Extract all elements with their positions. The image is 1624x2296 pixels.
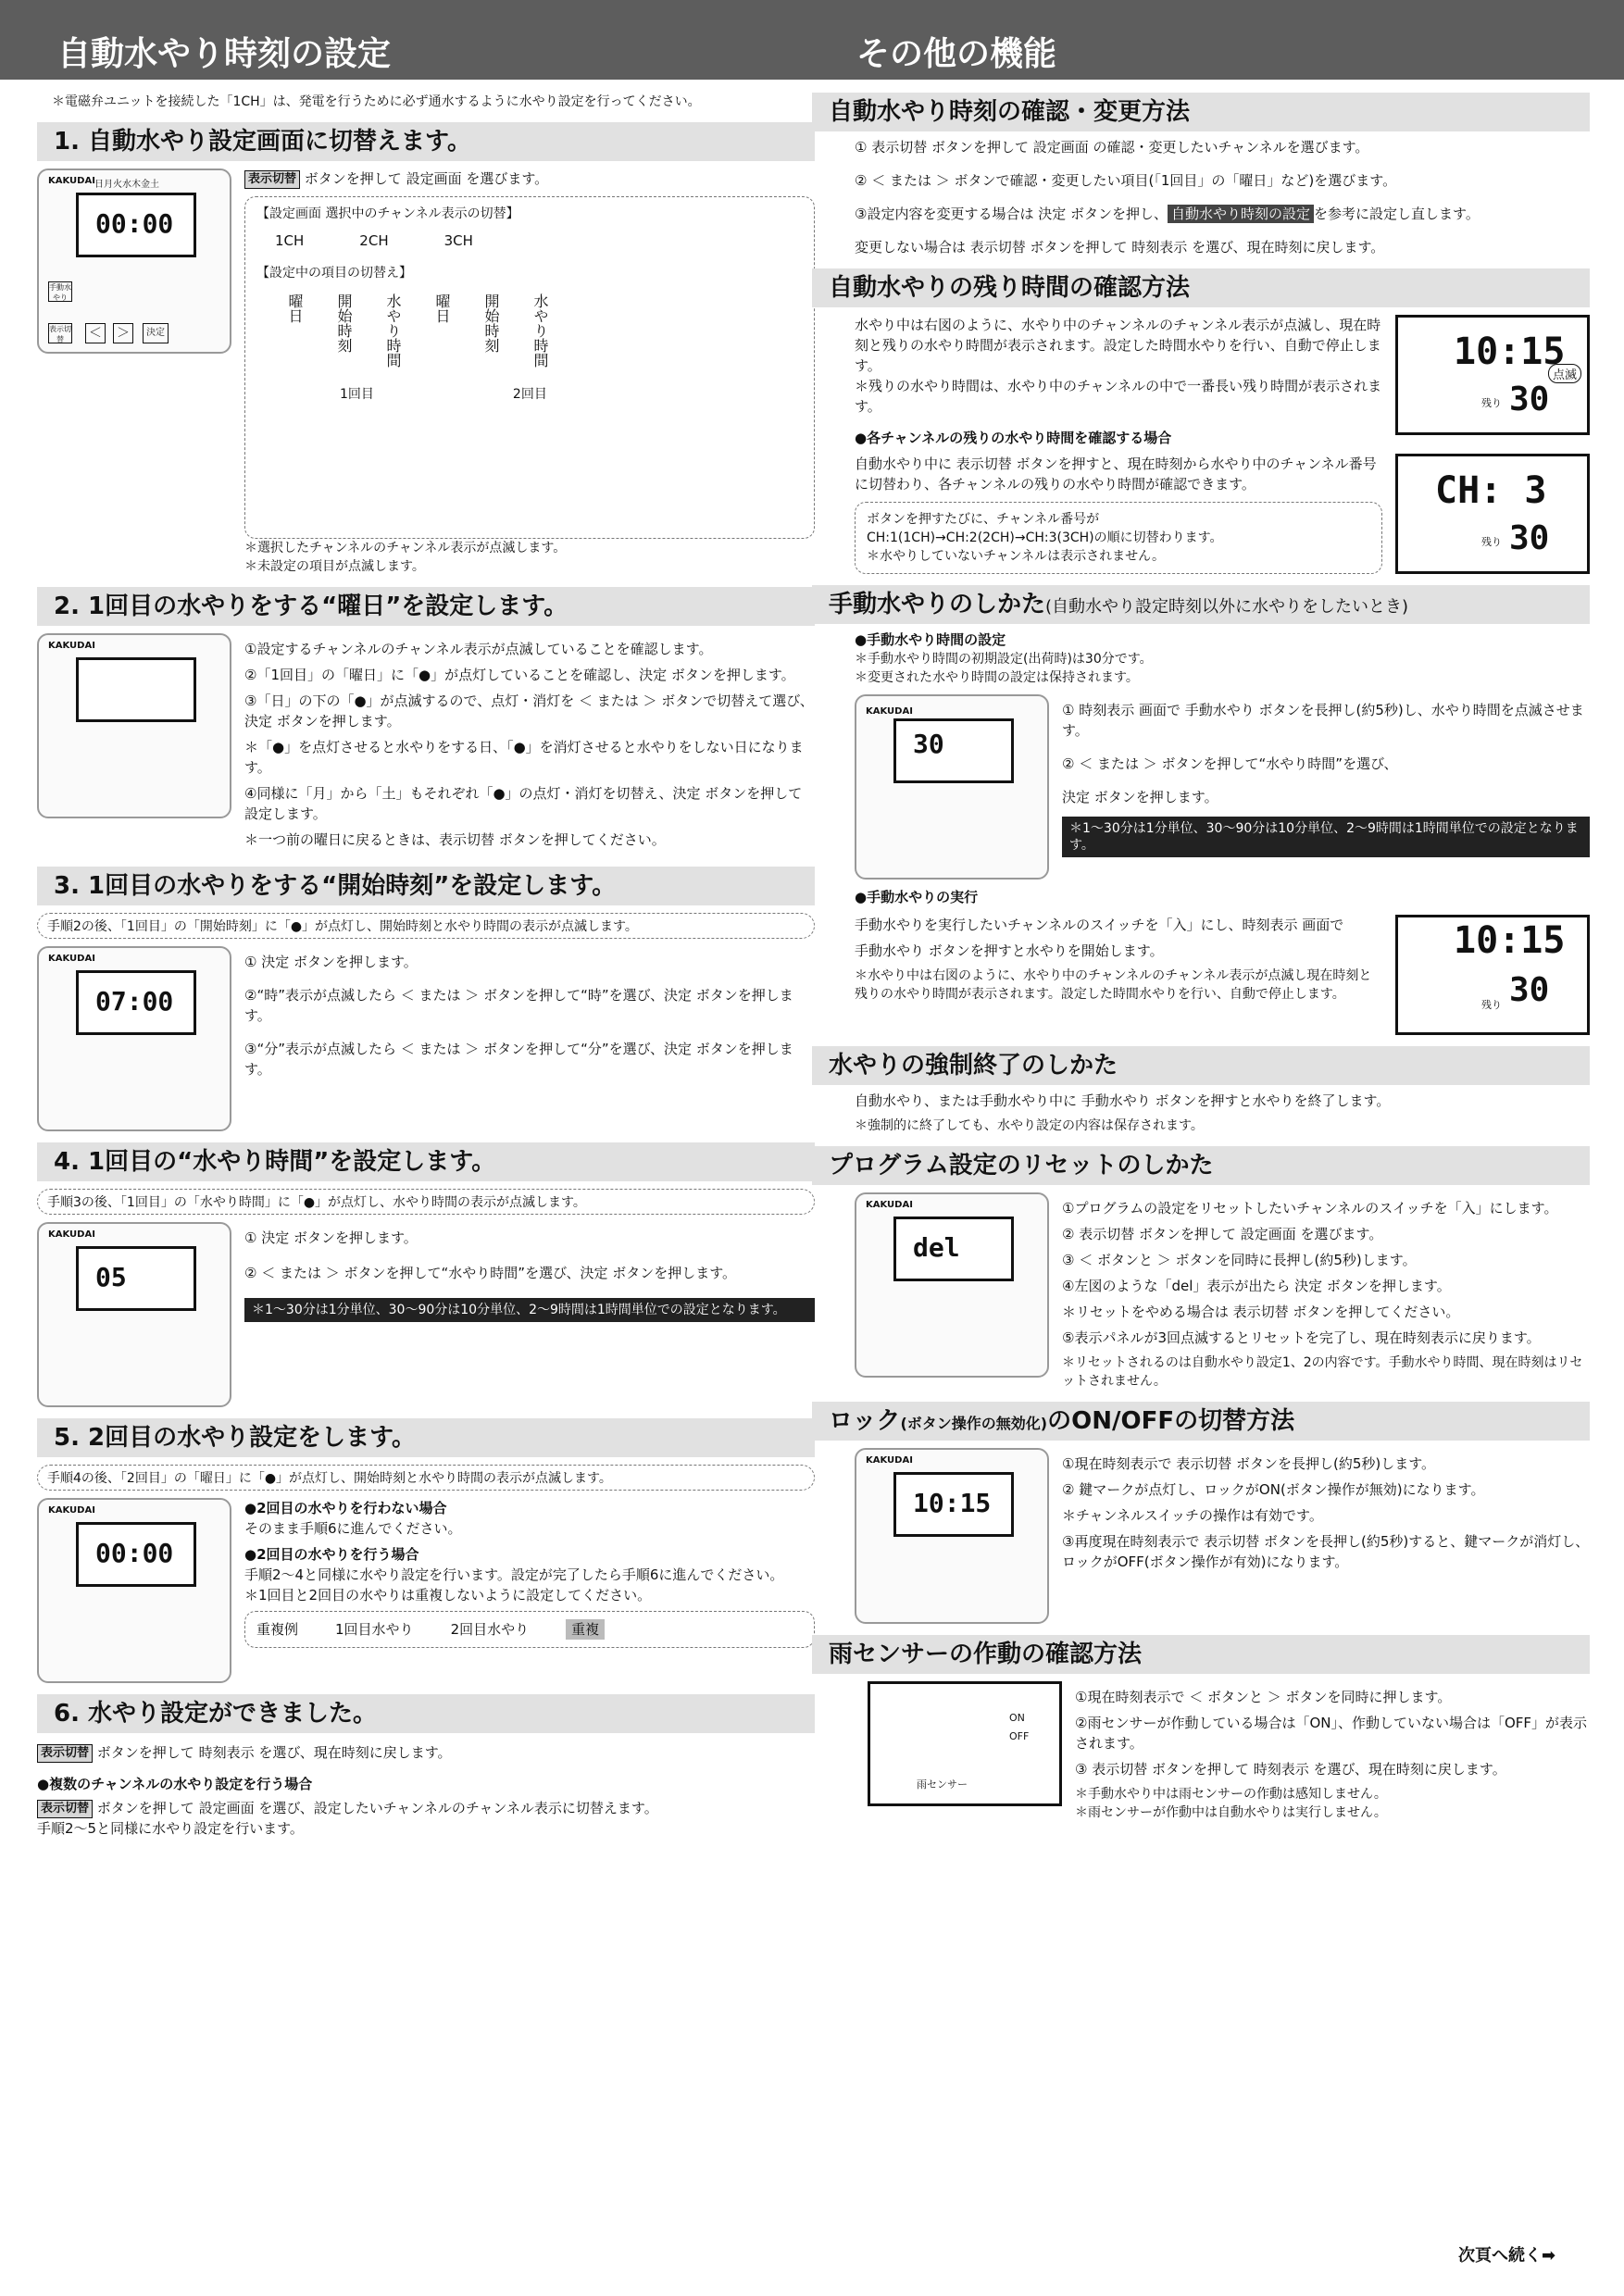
section-4 — [37, 1222, 815, 1407]
r5-note-2: ＊リセットされるのは自動水やり設定1、2の内容です。手動水やり時間、現在時刻はリセットされません。 — [1062, 1355, 1583, 1389]
s6-heading: ●複数のチャンネルの水やり設定を行う場合 — [37, 1776, 313, 1792]
controller-illustration — [37, 1498, 231, 1683]
section-1-body — [244, 168, 815, 576]
r3-unit-note: ＊1〜30分は1分単位、30〜90分は10分単位、2〜9時間は1時間単位での設定となります。 — [1062, 817, 1590, 857]
r4-title: 水やりの強制終了のしかた — [812, 1046, 1590, 1085]
r6-step-3: ③再度現在時刻表示で 表示切替 ボタンを長押し(約5秒)すると、鍵マークが消灯し、ロックがOFF(ボタン操作が有効)になります。 — [1062, 1533, 1590, 1570]
rain-sensor-display — [868, 1681, 1062, 1806]
display-remaining: 30 — [1509, 381, 1550, 418]
left-arrow-icon: ＜ — [85, 323, 106, 343]
s3-step-2: ②“時”表示が点滅したら ＜ または ＞ ボタンを押して“時”を選び、決定 ボタンを押します。 — [244, 987, 793, 1024]
section-1-text: ボタンを押して 設定画面 を選びます。 — [304, 170, 549, 187]
lcd-screen — [76, 657, 196, 722]
r3-text-5: ＊水やり中は右図のように、水やり中のチャンネルのチャンネル表示が点滅し現在時刻と残りの水やり時間が表示されます。設定した時間水やりを行い、自動で停止します。 — [855, 968, 1372, 1002]
r7-title: 雨センサーの作動の確認方法 — [812, 1635, 1590, 1674]
brand-label: KAKUDAI — [48, 954, 95, 964]
r1-step-1: ① 表示切替 ボタンを押して 設定画面 の確認・変更したいチャンネルを選びます。 — [855, 139, 1369, 156]
overlap-label: 重複 — [566, 1619, 605, 1640]
r3-title — [812, 585, 1590, 624]
section-6-title: 6. 水やり設定ができました。 — [37, 1694, 815, 1733]
r6-title-end: のON/OFFの切替方法 — [1047, 1407, 1295, 1435]
r6-title-main: ロック — [829, 1407, 901, 1435]
r7-note-1: ＊手動水やり中は雨センサーの作動は感知しません。 — [1075, 1787, 1387, 1802]
r2-text-5: CH:1(1CH)→CH:2(2CH)→CH:3(3CH)の順に切替わります。 — [867, 530, 1223, 545]
r2-text-4: ボタンを押すたびに、チャンネル番号が — [867, 512, 1100, 527]
r3-step-text — [1062, 694, 1590, 880]
r1-step-4: 変更しない場合は 表示切替 ボタンを押して 時刻表示 を選び、現在時刻に戻します。 — [855, 239, 1385, 256]
r2-text-6: ＊水やりしていないチャンネルは表示されません。 — [867, 549, 1165, 564]
r5-step-2: ② 表示切替 ボタンを押して 設定画面 を選びます。 — [1062, 1226, 1383, 1242]
controller-illustration — [855, 694, 1049, 880]
r2-body — [812, 315, 1590, 574]
r7-step-text — [1075, 1681, 1590, 1822]
round-2-label: 2回目 — [512, 387, 547, 402]
controller-illustration — [37, 1222, 231, 1407]
s6-text-3: 手順2〜5と同様に水やり設定を行います。 — [37, 1820, 304, 1837]
right-page-title: その他の機能 — [856, 35, 1057, 73]
display-remaining: 30 — [1509, 971, 1550, 1009]
display-time: 10:15 — [1454, 919, 1566, 962]
section-2-body — [244, 633, 815, 855]
r3-heading-2: ●手動水やりの実行 — [855, 889, 979, 905]
s2-step-1: ①設定するチャンネルのチャンネル表示が点滅していることを確認します。 — [244, 641, 713, 657]
s3-pill: 手順2の後、「1回目」の「開始時刻」に「●」が点灯し、開始時刻と水やり時間の表示が点滅します。 — [37, 913, 815, 939]
r5-body — [812, 1192, 1590, 1391]
right-arrow-icon: ＞ — [113, 323, 133, 343]
brand-label: KAKUDAI — [48, 1505, 95, 1516]
switch-diagram — [244, 196, 815, 539]
rain-sensor-label: 雨センサー — [917, 1778, 968, 1791]
r5-step-1: ①プログラムの設定をリセットしたいチャンネルのスイッチを「入」にします。 — [1062, 1200, 1558, 1217]
r2-text-1: 水やり中は右図のように、水やり中のチャンネルのチャンネル表示が点滅し、現在時刻と残りの水やり時間が表示されます。設定した時間水やりを行い、自動で停止します。 — [855, 317, 1381, 374]
r3-exec — [855, 915, 1590, 1035]
r6-title — [812, 1402, 1590, 1441]
manual-button: 手動水やり — [49, 283, 71, 302]
item-day-2: 曜日 — [433, 293, 451, 323]
lcd-digits: 00:00 — [95, 208, 174, 239]
section-2-title: 2. 1回目の水やりをする“曜日”を設定します。 — [37, 587, 815, 626]
brand-label: KAKUDAI — [48, 641, 95, 651]
r6-step-1: ①現在時刻表示で 表示切替 ボタンを長押し(約5秒)します。 — [1062, 1455, 1436, 1472]
r5-step-text — [1062, 1192, 1590, 1391]
r2-channel-box — [855, 502, 1382, 574]
r7-step-1: ①現在時刻表示で ＜ ボタンと ＞ ボタンを同時に押します。 — [1075, 1689, 1452, 1705]
brand-label: KAKUDAI — [866, 706, 913, 717]
r1-link: 自動水やり時刻の設定 — [1168, 205, 1314, 223]
r1-step-3: ③設定内容を変更する場合は 決定 ボタンを押し、 — [855, 206, 1168, 222]
display-switch-btn-icon: 表示切替 — [37, 1744, 93, 1763]
lcd-digits: 30 — [913, 729, 944, 759]
lcd-digits: 10:15 — [913, 1488, 992, 1518]
s1-note-2: ＊未設定の項目が点滅します。 — [244, 559, 425, 574]
item-duration-2: 水やり時間 — [531, 293, 549, 368]
on-label: ON — [1009, 1712, 1025, 1724]
r6-title-sub: (ボタン操作の無効化) — [900, 1415, 1048, 1432]
r7-step-2: ②雨センサーが作動している場合は「ON」、作動していない場合は「OFF」が表示されます。 — [1075, 1715, 1588, 1752]
section-1-title: 1. 自動水やり設定画面に切替えます。 — [37, 122, 815, 161]
section-2 — [37, 633, 815, 855]
r7-step-3: ③ 表示切替 ボタンを押して 時刻表示 を選び、現在時刻に戻します。 — [1075, 1761, 1506, 1778]
lcd-digits: del — [913, 1232, 960, 1263]
section-5-title: 5. 2回目の水やり設定をします。 — [37, 1418, 815, 1457]
round-1-row: 1回目水やり — [335, 1621, 414, 1638]
r1-body — [812, 137, 1590, 257]
item-start-2: 開始時刻 — [482, 293, 500, 353]
channel-flow — [275, 232, 803, 249]
r1-title: 自動水やり時刻の確認・変更方法 — [812, 93, 1590, 131]
r5-step-3: ③ ＜ ボタンと ＞ ボタンを同時に長押し(約5秒)します。 — [1062, 1252, 1417, 1268]
lcd-digits: 07:00 — [95, 986, 174, 1017]
s3-step-3: ③“分”表示が点滅したら ＜ または ＞ ボタンを押して“分”を選び、決定 ボタンを押します。 — [244, 1041, 793, 1078]
remain-label: 残り — [1481, 397, 1502, 409]
lcd-screen — [893, 718, 1014, 783]
r3-text-3: 手動水やりを実行したいチャンネルのスイッチを「入」にし、時刻表示 画面で — [855, 917, 1344, 933]
r2-heading: ●各チャンネルの残りの水やり時間を確認する場合 — [855, 430, 1172, 446]
controller-illustration — [855, 1448, 1049, 1624]
controller-illustration — [37, 946, 231, 1131]
notice: ＊電磁弁ユニットを接続した「1CH」は、発電を行うために必ず通水するように水やり設定を行ってください。 — [52, 94, 701, 109]
s2-step-3: ③「日」の下の「●」が点滅するので、点灯・消灯を ＜ または ＞ ボタンで切替えて選び、決定 ボタンを押します。 — [244, 693, 814, 730]
s2-note-1: ＊「●」を点灯させると水やりをする日、「●」を消灯させると水やりをしない日になります。 — [244, 739, 804, 776]
s5-text-2: 手順2〜4と同様に水やり設定を行います。設定が完了したら手順6に進んでください。 — [244, 1566, 784, 1583]
lcd-digits: 00:00 — [95, 1538, 174, 1568]
r6-body — [812, 1448, 1590, 1624]
s4-step-2: ② ＜ または ＞ ボタンを押して“水やり時間”を選び、決定 ボタンを押します。 — [244, 1265, 737, 1281]
next-page-label: 次頁へ続く➡ — [1458, 2246, 1556, 2265]
remaining-time-display — [1395, 315, 1590, 435]
r3-body — [812, 630, 1590, 1035]
remain-label: 残り — [1481, 536, 1502, 548]
lcd-screen — [893, 1472, 1014, 1537]
display-switch-btn-icon: 表示切替 — [244, 170, 300, 189]
section-6 — [37, 1742, 815, 1839]
r4-text-1: 自動水やり、または手動水やり中に 手動水やり ボタンを押すと水やりを終了します。 — [855, 1092, 1391, 1109]
lcd-screen — [893, 1217, 1014, 1281]
section-3-body — [244, 946, 815, 1131]
section-5-body — [244, 1498, 815, 1683]
off-label: OFF — [1009, 1730, 1030, 1742]
s5-heading-2: ●2回目の水やりを行う場合 — [244, 1546, 419, 1563]
display-switch-btn-icon: 表示切替 — [37, 1800, 93, 1818]
item-start-1: 開始時刻 — [335, 293, 353, 353]
item-flow — [284, 293, 803, 368]
s2-step-4: ④同様に「月」から「土」もそれぞれ「●」の点灯・消灯を切替え、決定 ボタンを押して設定します。 — [244, 785, 803, 822]
overlap-example-title: 重複例 — [256, 1621, 299, 1638]
s5-pill: 手順4の後、「2回目」の「曜日」に「●」が点灯し、開始時刻と水やり時間の表示が点滅します。 — [37, 1465, 815, 1491]
item-day-1: 曜日 — [286, 293, 304, 323]
r5-step-5: ⑤表示パネルが3回点滅するとリセットを完了し、現在時刻表示に戻ります。 — [1062, 1329, 1541, 1346]
r1-step-2: ② ＜ または ＞ ボタンで確認・変更したい項目(「1回目」の「曜日」など)を選びます。 — [855, 172, 1397, 189]
s2-note-2: ＊一つ前の曜日に戻るときは、表示切替 ボタンを押してください。 — [244, 831, 666, 848]
brand-label: KAKUDAI — [48, 176, 95, 186]
r3-steps — [855, 694, 1590, 880]
s4-step-1: ① 決定 ボタンを押します。 — [244, 1229, 418, 1246]
s6-text-2: ボタンを押して 設定画面 を選び、設定したいチャンネルのチャンネル表示に切替えます。 — [96, 1800, 658, 1816]
s4-pill: 手順3の後、「1回目」の「水やり時間」に「●」が点灯し、水やり時間の表示が点滅します。 — [37, 1189, 815, 1215]
days-label: 日月火水木金土 — [94, 180, 159, 190]
r6-step-text — [1062, 1448, 1590, 1624]
s4-unit-note: ＊1〜30分は1分単位、30〜90分は10分単位、2〜9時間は1時間単位での設定となります。 — [244, 1298, 815, 1322]
header-bar — [0, 0, 1624, 80]
round-2-row: 2回目水やり — [450, 1621, 530, 1638]
remain-label: 残り — [1481, 999, 1502, 1011]
section-1 — [37, 168, 815, 576]
left-page-title: 自動水やり時刻の設定 — [57, 35, 392, 73]
display-switch-button: 表示切替 — [49, 325, 71, 343]
s5-heading-1: ●2回目の水やりを行わない場合 — [244, 1500, 447, 1516]
r3-step-1: ① 時刻表示 画面で 手動水やり ボタンを長押し(約5秒)し、水やり時間を点滅させます。 — [1062, 702, 1584, 739]
brand-label: KAKUDAI — [866, 1200, 913, 1210]
r6-step-2: ② 鍵マークが点灯し、ロックがON(ボタン操作が無効)になります。 — [1062, 1481, 1485, 1498]
round-1-label: 1回目 — [340, 387, 374, 402]
ch-switch-label: 【設定画面 選択中のチャンネル表示の切替】 — [256, 206, 519, 221]
section-3-title: 3. 1回目の水やりをする“開始時刻”を設定します。 — [37, 867, 815, 905]
r2-text-2: ＊残りの水やり時間は、水やり中のチャンネルの中で一番長い残り時間が表示されます。 — [855, 378, 1382, 415]
display-remaining: 30 — [1509, 519, 1550, 557]
r4-text-2: ＊強制的に終了しても、水やり設定の内容は保存されます。 — [855, 1118, 1204, 1133]
controller-illustration — [855, 1192, 1049, 1378]
section-4-title: 4. 1回目の“水やり時間”を設定します。 — [37, 1142, 815, 1181]
ch3-label: 3CH — [443, 232, 473, 249]
lcd-screen — [76, 970, 196, 1035]
overlap-example — [244, 1611, 815, 1648]
lcd-digits: 05 — [95, 1262, 127, 1292]
s6-text-1: ボタンを押して 時刻表示 を選び、現在時刻に戻します。 — [96, 1744, 452, 1761]
section-5 — [37, 1498, 815, 1683]
r2-displays — [1395, 315, 1590, 574]
r3-step-3: 決定 ボタンを押します。 — [1062, 789, 1218, 805]
right-column — [812, 80, 1590, 1822]
r3-heading-1: ●手動水やり時間の設定 — [855, 631, 1006, 648]
r6-note: ＊チャンネルスイッチの操作は有効です。 — [1062, 1507, 1323, 1524]
flash-badge: 点滅 — [1548, 364, 1581, 383]
ch1-label: 1CH — [275, 232, 305, 249]
s1-note-1: ＊選択したチャンネルのチャンネル表示が点滅します。 — [244, 541, 567, 555]
controller-illustration — [37, 168, 231, 354]
r1-step-3-end: を参考に設定し直します。 — [1314, 206, 1480, 222]
r3-title-main: 手動水やりのしかた — [829, 591, 1046, 618]
lcd-screen — [76, 1522, 196, 1587]
brand-label: KAKUDAI — [48, 1229, 95, 1240]
section-4-body — [244, 1222, 815, 1407]
s3-step-1: ① 決定 ボタンを押します。 — [244, 954, 418, 970]
item-duration-1: 水やり時間 — [384, 293, 402, 368]
r4-body — [812, 1091, 1590, 1135]
manual-display — [1395, 915, 1590, 1035]
round-labels — [340, 384, 803, 403]
r7-body — [812, 1681, 1590, 1822]
r5-note: ＊リセットをやめる場合は 表示切替 ボタンを押してください。 — [1062, 1304, 1460, 1320]
channel-display — [1395, 454, 1590, 574]
r3-title-sub: (自動水やり設定時刻以外に水やりをしたいとき) — [1045, 597, 1409, 617]
r5-title: プログラム設定のリセットのしかた — [812, 1146, 1590, 1185]
item-switch-label: 【設定中の項目の切替え】 — [256, 266, 412, 281]
ok-button: 決定 — [143, 323, 169, 343]
r2-text — [855, 315, 1382, 574]
controller-illustration — [37, 633, 231, 818]
s5-text-1: そのまま手順6に進んでください。 — [244, 1520, 462, 1537]
r7-note-2: ＊雨センサーが作動中は自動水やりは実行しません。 — [1075, 1805, 1387, 1820]
r3-text-1: ＊手動水やり時間の初期設定(出荷時)は30分です。 — [855, 652, 1153, 667]
brand-label: KAKUDAI — [866, 1455, 913, 1466]
r3-text-2: ＊変更された水やり時間の設定は保持されます。 — [855, 670, 1139, 685]
s5-text-3: ＊1回目と2回目の水やりは重複しないように設定してください。 — [244, 1587, 652, 1603]
section-3 — [37, 946, 815, 1131]
ch2-label: 2CH — [359, 232, 389, 249]
r2-text-3: 自動水やり中に 表示切替 ボタンを押すと、現在時刻から水やり中のチャンネル番号に切替わり、各チャンネルの残りの水やり時間が確認できます。 — [855, 455, 1377, 493]
left-column — [37, 80, 815, 1839]
display-time: 10:15 — [1454, 331, 1566, 373]
r2-title: 自動水やりの残り時間の確認方法 — [812, 268, 1590, 307]
lcd-screen — [76, 1246, 196, 1311]
display-channel: CH: 3 — [1435, 469, 1547, 512]
r3-exec-text — [855, 915, 1382, 1035]
r5-step-4: ④左図のような「del」表示が出たら 決定 ボタンを押します。 — [1062, 1278, 1451, 1294]
lcd-screen — [76, 193, 196, 257]
s2-step-2: ②「1回目」の「曜日」に「●」が点灯していることを確認し、決定 ボタンを押します。 — [244, 667, 795, 683]
r3-text-4: 手動水やり ボタンを押すと水やりを開始します。 — [855, 942, 1164, 959]
r3-step-2: ② ＜ または ＞ ボタンを押して“水やり時間”を選び、 — [1062, 755, 1398, 772]
